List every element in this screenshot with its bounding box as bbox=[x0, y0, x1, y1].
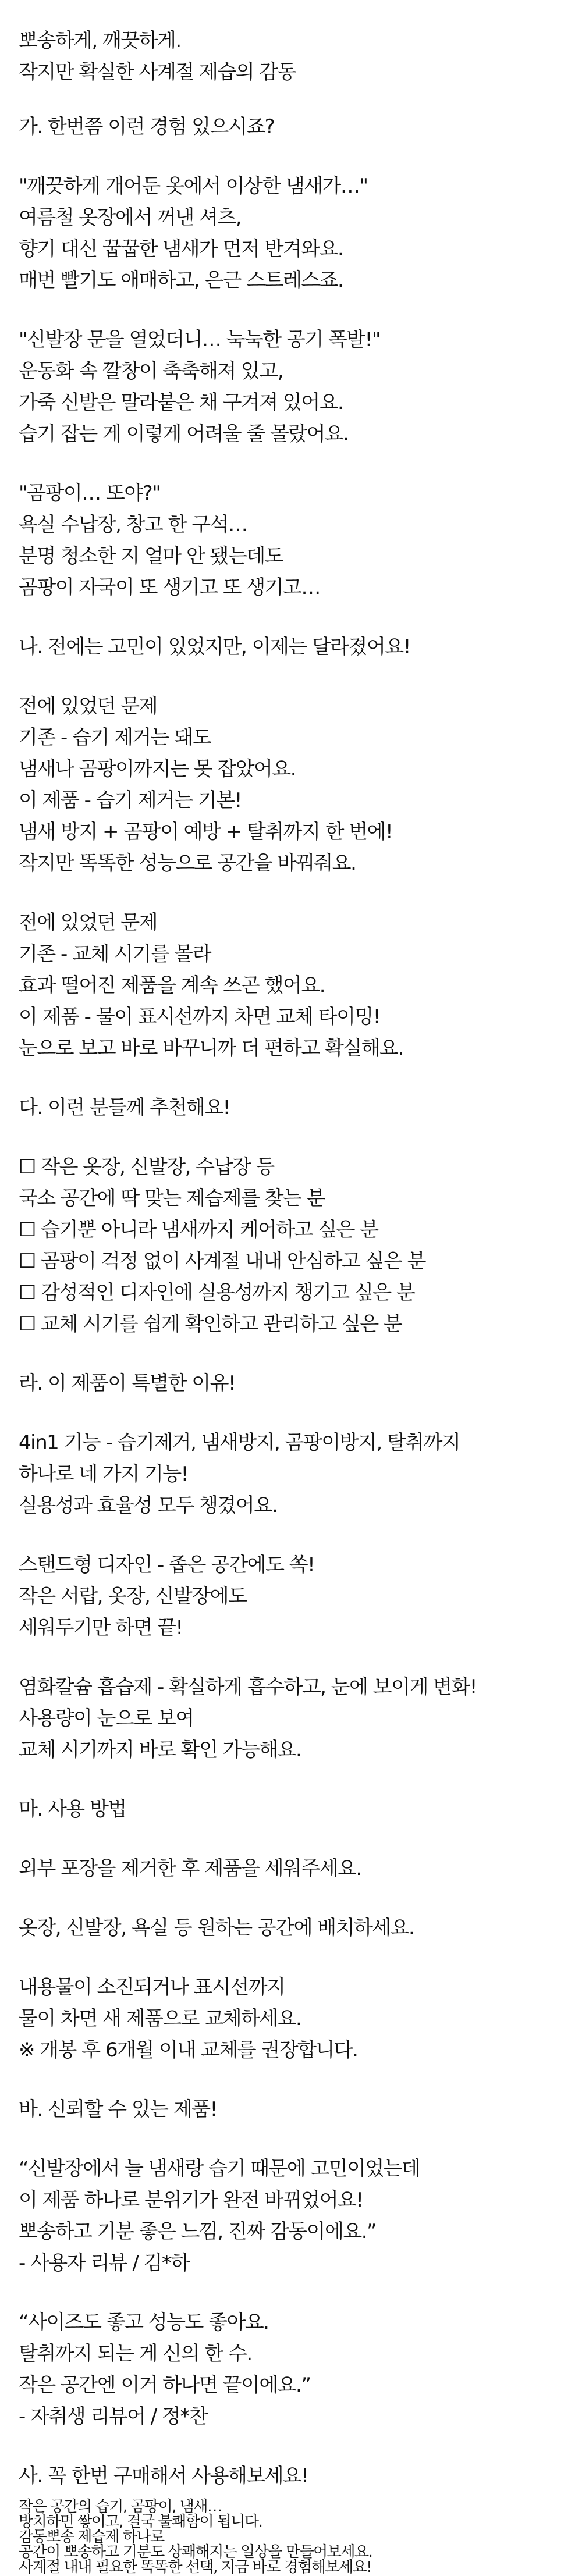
section-heading-ga: 가. 한번쯤 이런 경험 있으시죠? bbox=[19, 115, 275, 138]
closing-line: 사계절 내내 필요한 똑똑한 선택, 지금 바로 경험해보세요! bbox=[19, 2559, 372, 2576]
review-author: - 자취생 리뷰어 / 정*찬 bbox=[19, 2405, 208, 2428]
feature-line: 실용성과 효율성 모두 챙겼어요. bbox=[19, 1494, 278, 1517]
section-heading-ma: 마. 사용 방법 bbox=[19, 1798, 126, 1821]
scenario-line: 분명 청소한 지 얼마 안 됐는데도 bbox=[19, 545, 283, 568]
feature-title: 4in1 기능 - 습기제거, 냄새방지, 곰팡이방지, 탈취까지 bbox=[19, 1431, 460, 1454]
recommend-item: ☐ 곰팡이 걱정 없이 사계절 내내 안심하고 싶은 분 bbox=[19, 1250, 425, 1273]
scenario-line: 여름철 옷장에서 꺼낸 셔츠, bbox=[19, 206, 242, 229]
section-heading-sa: 사. 꼭 한번 구매해서 사용해보세요! bbox=[19, 2464, 308, 2488]
feature-line: 교체 시기까지 바로 확인 가능해요. bbox=[19, 1738, 301, 1762]
closing-line: 감동뽀송 제습제 하나로 bbox=[19, 2528, 164, 2546]
section-heading-da: 다. 이런 분들께 추천해요! bbox=[19, 1096, 230, 1119]
recommend-item: ☐ 습기뿐 아니라 냄새까지 케어하고 싶은 분 bbox=[19, 1218, 378, 1241]
usage-step: 물이 차면 새 제품으로 교체하세요. bbox=[19, 2007, 301, 2030]
feature-line: 사용량이 눈으로 보여 bbox=[19, 1707, 194, 1730]
scenario-line: 습기 잡는 게 이렇게 어려울 줄 몰랐어요. bbox=[19, 422, 349, 446]
scenario-line: 가죽 신발은 말라붙은 채 구겨져 있어요. bbox=[19, 391, 343, 414]
review-line: “사이즈도 좋고 성능도 좋아요. bbox=[19, 2311, 269, 2334]
section-heading-ba: 바. 신뢰할 수 있는 제품! bbox=[19, 2098, 217, 2121]
feature-title: 염화칼슘 흡습제 - 확실하게 흡수하고, 눈에 보이게 변화! bbox=[19, 1675, 477, 1699]
problem-line: 작지만 똑똑한 성능으로 공간을 바꿔줘요. bbox=[19, 852, 356, 875]
review-line: “신발장에서 늘 냄새랑 습기 때문에 고민이었는데 bbox=[19, 2157, 420, 2180]
problem-line: 기존 - 습기 제거는 돼도 bbox=[19, 726, 211, 749]
problem-line: 이 제품 - 물이 표시선까지 차면 교체 타이밍! bbox=[19, 1005, 380, 1029]
review-line: 이 제품 하나로 분위기가 완전 바뀌었어요! bbox=[19, 2189, 363, 2212]
scenario-line: 운동화 속 깔창이 축축해져 있고, bbox=[19, 360, 283, 383]
recommend-item: ☐ 작은 옷장, 신발장, 수납장 등 bbox=[19, 1155, 274, 1179]
section-heading-na: 나. 전에는 고민이 있었지만, 이제는 달라졌어요! bbox=[19, 635, 410, 659]
scenario-line: 매번 빨기도 애매하고, 은근 스트레스죠. bbox=[19, 269, 343, 292]
review-line: 뽀송하고 기분 좋은 느낌, 진짜 감동이에요.” bbox=[19, 2220, 377, 2243]
review-line: 작은 공간엔 이거 하나면 끝이에요.” bbox=[19, 2374, 311, 2397]
usage-step: 외부 포장을 제거한 후 제품을 세워주세요. bbox=[19, 1857, 361, 1880]
usage-note: ※ 개봉 후 6개월 이내 교체를 권장합니다. bbox=[19, 2038, 358, 2062]
intro-tagline: 작지만 확실한 사계절 제습의 감동 bbox=[19, 61, 296, 84]
review-author: - 사용자 리뷰 / 김*하 bbox=[19, 2251, 189, 2275]
scenario-line: 욕실 수납장, 창고 한 구석… bbox=[19, 513, 247, 536]
recommend-item: ☐ 교체 시기를 쉽게 확인하고 관리하고 싶은 분 bbox=[19, 1312, 402, 1336]
problem-line: 기존 - 교체 시기를 몰라 bbox=[19, 942, 211, 966]
problem-line: 냄새나 곰팡이까지는 못 잡았어요. bbox=[19, 757, 296, 781]
scenario-line: 곰팡이 자국이 또 생기고 또 생기고… bbox=[19, 576, 320, 599]
usage-step: 옷장, 신발장, 욕실 등 원하는 공간에 배치하세요. bbox=[19, 1916, 414, 1940]
scenario-quote: "깨끗하게 개어둔 옷에서 이상한 냄새가…" bbox=[19, 175, 368, 198]
feature-line: 하나로 네 가지 기능! bbox=[19, 1463, 188, 1486]
scenario-line: 향기 대신 꿉꿉한 냄새가 먼저 반겨와요. bbox=[19, 237, 343, 261]
problem-title: 전에 있었던 문제 bbox=[19, 695, 158, 718]
closing-line: 방치하면 쌓이고, 결국 불쾌함이 됩니다. bbox=[19, 2513, 262, 2531]
closing-line: 공간이 뽀송하고 기분도 상쾌해지는 일상을 만들어보세요. bbox=[19, 2543, 372, 2561]
problem-line: 냄새 방지 + 곰팡이 예방 + 탈취까지 한 번에! bbox=[19, 820, 393, 844]
usage-step: 내용물이 소진되거나 표시선까지 bbox=[19, 1976, 285, 1999]
recommend-item: 국소 공간에 딱 맞는 제습제를 찾는 분 bbox=[19, 1187, 325, 1210]
section-heading-ra: 라. 이 제품이 특별한 이유! bbox=[19, 1372, 236, 1395]
recommend-item: ☐ 감성적인 디자인에 실용성까지 챙기고 싶은 분 bbox=[19, 1281, 415, 1304]
problem-line: 이 제품 - 습기 제거는 기본! bbox=[19, 789, 242, 812]
intro-line: 뽀송하게, 깨끗하게. bbox=[19, 29, 181, 52]
problem-line: 효과 떨어진 제품을 계속 쓰곤 했어요. bbox=[19, 974, 325, 997]
problem-line: 눈으로 보고 바로 바꾸니까 더 편하고 확실해요. bbox=[19, 1037, 403, 1060]
feature-line: 세워두기만 하면 끝! bbox=[19, 1616, 183, 1639]
scenario-quote: "신발장 문을 열었더니… 눅눅한 공기 폭발!" bbox=[19, 328, 380, 351]
scenario-quote: "곰팡이… 또야?" bbox=[19, 482, 161, 505]
feature-title: 스탠드형 디자인 - 좁은 공간에도 쏙! bbox=[19, 1553, 315, 1577]
problem-title: 전에 있었던 문제 bbox=[19, 911, 158, 934]
closing-line: 작은 공간의 습기, 곰팡이, 냄새… bbox=[19, 2498, 222, 2515]
feature-line: 작은 서랍, 옷장, 신발장에도 bbox=[19, 1585, 247, 1608]
review-line: 탈취까지 되는 게 신의 한 수. bbox=[19, 2342, 252, 2365]
